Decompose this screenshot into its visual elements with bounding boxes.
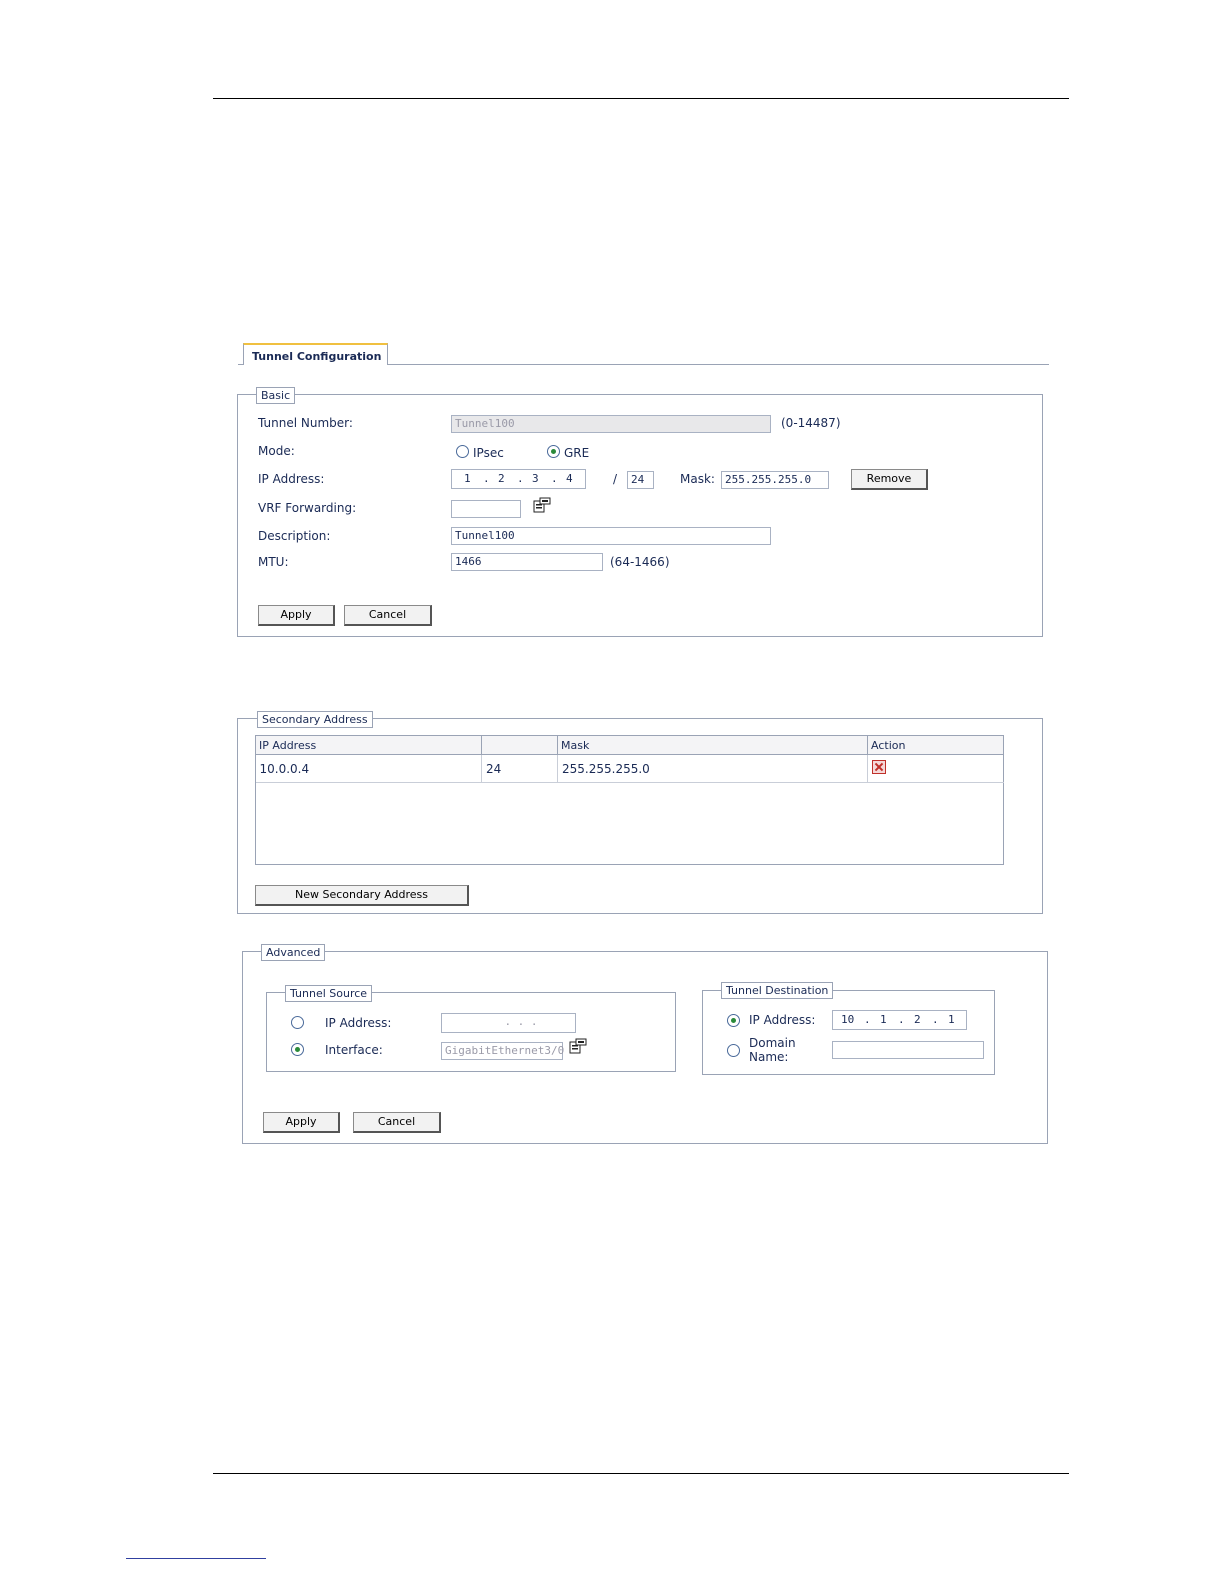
source-ip-radio[interactable] bbox=[291, 1016, 304, 1029]
header-rule bbox=[213, 98, 1069, 99]
ip-address-label: IP Address: bbox=[258, 472, 325, 486]
delete-icon[interactable] bbox=[872, 760, 886, 774]
cell-mask: 255.255.255.0 bbox=[558, 755, 868, 783]
mtu-label: MTU: bbox=[258, 555, 289, 569]
ip-dot: . bbox=[517, 472, 524, 485]
tunnel-destination-fieldset bbox=[702, 990, 995, 1075]
mtu-input[interactable]: 1466 bbox=[451, 553, 603, 571]
cell-action bbox=[868, 755, 1004, 783]
mode-gre-label: GRE bbox=[564, 446, 590, 460]
destination-ip-radio[interactable] bbox=[727, 1014, 740, 1027]
description-label: Description: bbox=[258, 529, 331, 543]
footer-link-underline bbox=[126, 1558, 266, 1559]
cell-prefix: 24 bbox=[482, 755, 558, 783]
footer-rule bbox=[213, 1473, 1069, 1474]
interface-picker-icon[interactable] bbox=[569, 1038, 587, 1054]
ip-octet-2: 2 bbox=[498, 472, 505, 485]
basic-apply-button[interactable]: Apply bbox=[258, 605, 335, 626]
vrf-picker-icon[interactable] bbox=[533, 497, 551, 513]
advanced-cancel-button[interactable]: Cancel bbox=[353, 1112, 441, 1133]
advanced-legend: Advanced bbox=[261, 944, 325, 961]
cell-ip: 10.0.0.4 bbox=[256, 755, 482, 783]
ip-octet-4: 4 bbox=[566, 472, 573, 485]
source-ip-label: IP Address: bbox=[325, 1016, 392, 1030]
prefix-input[interactable]: 24 bbox=[627, 471, 654, 489]
source-ip-input[interactable]: . . . bbox=[441, 1013, 576, 1033]
column-header-action: Action bbox=[868, 736, 1004, 755]
tunnel-number-range: (0-14487) bbox=[781, 416, 841, 430]
tab-strip-line bbox=[388, 364, 1049, 365]
table-row[interactable] bbox=[256, 755, 1004, 783]
advanced-apply-button[interactable]: Apply bbox=[263, 1112, 340, 1133]
table-header-row bbox=[256, 736, 1004, 755]
dest-ip-octet-3: 2 bbox=[914, 1013, 921, 1026]
source-interface-label: Interface: bbox=[325, 1043, 383, 1057]
secondary-address-table bbox=[255, 735, 1004, 783]
ip-address-input[interactable] bbox=[451, 469, 586, 489]
mode-ipsec-radio[interactable] bbox=[456, 445, 469, 458]
remove-button[interactable]: Remove bbox=[851, 469, 928, 490]
column-header-mask: Mask bbox=[558, 736, 868, 755]
tunnel-source-legend: Tunnel Source bbox=[285, 985, 372, 1002]
tunnel-destination-legend: Tunnel Destination bbox=[721, 982, 833, 999]
mode-label: Mode: bbox=[258, 444, 295, 458]
vrf-forwarding-input[interactable] bbox=[451, 500, 521, 518]
mask-label: Mask: bbox=[680, 472, 715, 486]
ip-octet-1: 1 bbox=[464, 472, 471, 485]
secondary-address-legend: Secondary Address bbox=[257, 711, 373, 728]
ip-dot: . bbox=[483, 472, 490, 485]
dest-ip-octet-2: 1 bbox=[880, 1013, 887, 1026]
dest-ip-octet-4: 1 bbox=[948, 1013, 955, 1026]
basic-cancel-button[interactable]: Cancel bbox=[344, 605, 432, 626]
mode-gre-radio[interactable] bbox=[547, 445, 560, 458]
new-secondary-address-button[interactable]: New Secondary Address bbox=[255, 885, 469, 906]
source-interface-input[interactable]: GigabitEthernet3/0 bbox=[441, 1042, 563, 1060]
column-header-ip: IP Address bbox=[256, 736, 482, 755]
mtu-range: (64-1466) bbox=[610, 555, 670, 569]
vrf-forwarding-label: VRF Forwarding: bbox=[258, 501, 357, 515]
description-input[interactable]: Tunnel100 bbox=[451, 527, 771, 545]
mode-ipsec-label: IPsec bbox=[473, 446, 504, 460]
destination-domain-radio[interactable] bbox=[727, 1044, 740, 1057]
source-interface-radio[interactable] bbox=[291, 1043, 304, 1056]
ip-dot: . bbox=[551, 472, 558, 485]
tab-tunnel-configuration[interactable]: Tunnel Configuration bbox=[243, 343, 388, 365]
tunnel-number-input[interactable]: Tunnel100 bbox=[451, 415, 771, 433]
ip-dot: . bbox=[864, 1013, 871, 1026]
ip-octet-3: 3 bbox=[532, 472, 539, 485]
prefix-slash: / bbox=[613, 472, 618, 486]
tunnel-number-label: Tunnel Number: bbox=[258, 416, 353, 430]
mask-input[interactable]: 255.255.255.0 bbox=[721, 471, 829, 489]
destination-domain-label-line1: Domain bbox=[749, 1036, 796, 1050]
column-header-prefix bbox=[482, 736, 558, 755]
destination-ip-label: IP Address: bbox=[749, 1013, 816, 1027]
destination-domain-label-line2: Name: bbox=[749, 1050, 789, 1064]
basic-legend: Basic bbox=[256, 387, 295, 404]
destination-domain-input[interactable] bbox=[832, 1041, 984, 1059]
ip-dot: . bbox=[932, 1013, 939, 1026]
ip-dot: . bbox=[898, 1013, 905, 1026]
tab-strip-line-left bbox=[238, 364, 244, 365]
dest-ip-octet-1: 10 bbox=[841, 1013, 855, 1026]
destination-ip-input[interactable] bbox=[832, 1010, 967, 1030]
